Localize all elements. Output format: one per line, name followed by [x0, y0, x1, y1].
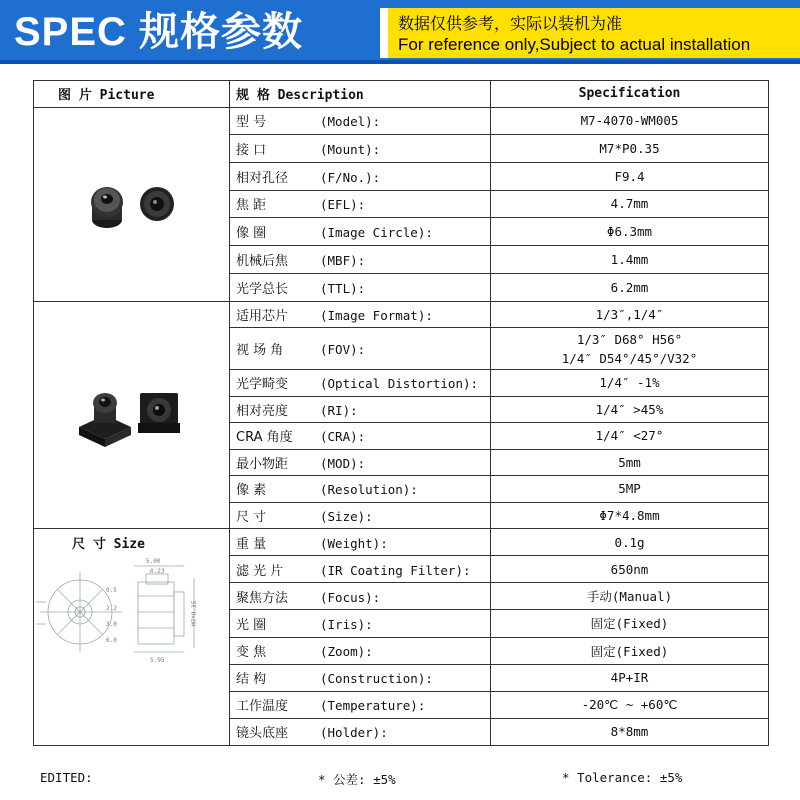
- row-en-label: (MOD):: [320, 455, 366, 471]
- row-value: 1/3″,1/4″: [491, 301, 769, 328]
- lens-holder-photo-cell: [34, 301, 230, 529]
- row-en-label: (Weight):: [320, 535, 388, 551]
- row-en-label: (F/No.):: [320, 169, 381, 185]
- dim-bottom-label: 5.95: [150, 657, 165, 664]
- row-cn-label: 重 量: [236, 536, 267, 552]
- table-header-row: [34, 81, 769, 108]
- row-value-line2: 1/4″ D54°/45°/V32°: [561, 350, 698, 366]
- row-value: 5MP: [491, 476, 769, 503]
- row-en-label: (Optical Distortion):: [320, 376, 479, 392]
- row-cn-label: 光学畸变: [236, 377, 289, 393]
- dim-c-label: 3.0: [106, 621, 117, 628]
- row-value: -20℃ ~ +60℃: [491, 691, 769, 718]
- row-en-label: (FOV):: [320, 342, 366, 357]
- lens-front-photo: [35, 108, 229, 298]
- row-en-label: (Focus):: [320, 589, 381, 605]
- row-value: 1/3″ D68° H56°: [576, 331, 683, 347]
- row-en-label: (Image Circle):: [320, 225, 433, 241]
- dim-d-label: 6.0: [106, 637, 117, 644]
- row-value: Φ7*4.8mm: [491, 502, 769, 529]
- row-cn-label: 聚焦方法: [236, 590, 289, 606]
- row-cn-label: 像 素: [236, 483, 267, 499]
- row-cn-label: 视 场 角: [236, 343, 284, 358]
- row-en-label: (IR Coating Filter):: [320, 562, 471, 578]
- lens-photo-cell: [34, 107, 230, 301]
- row-cn-label: 结 构: [236, 672, 267, 688]
- row-cn-label: 滤 光 片: [236, 563, 284, 579]
- row-value: 固定(Fixed): [491, 637, 769, 664]
- row-value: 1.4mm: [491, 246, 769, 274]
- row-value: 1/4″ >45%: [491, 396, 769, 423]
- row-cn-label: 尺 寸: [236, 509, 267, 525]
- row-value: M7*P0.35: [491, 135, 769, 163]
- dim-right-label: M7*0.35: [191, 600, 198, 626]
- row-cn-label: 接 口: [236, 143, 267, 159]
- header-specification: Specification: [491, 81, 769, 108]
- tolerance-cn: * 公差: ±5%: [318, 772, 396, 787]
- row-en-label: (Image Format):: [320, 307, 433, 323]
- row-value: 4P+IR: [491, 664, 769, 691]
- row-value: F9.4: [491, 162, 769, 190]
- dimension-drawing: [34, 552, 228, 742]
- disclaimer-en: For reference only,Subject to actual installation: [398, 35, 751, 54]
- row-cn-label: CRA 角度: [236, 430, 293, 446]
- row-en-label: (Holder):: [320, 725, 388, 741]
- row-value: Φ6.3mm: [491, 218, 769, 246]
- row-value: 0.1g: [491, 529, 769, 556]
- row-cn-label: 变 焦: [236, 645, 267, 661]
- disclaimer-cn: 数据仅供参考，实际以装机为准: [398, 14, 623, 33]
- row-en-label: (Zoom):: [320, 644, 373, 660]
- dim-b-label: 2.2: [106, 605, 117, 612]
- row-cn-label: 像 圈: [236, 226, 267, 242]
- tolerance-en: * Tolerance: ±5%: [562, 770, 683, 785]
- row-cn-label: 工作温度: [236, 699, 289, 715]
- row-en-label: (MBF):: [320, 252, 366, 268]
- table-row: [34, 529, 769, 556]
- row-en-label: (Mount):: [320, 142, 381, 158]
- table-row: [34, 107, 769, 135]
- row-cn-label: 型 号: [236, 115, 267, 131]
- row-en-label: (Temperature):: [320, 698, 426, 714]
- row-value: 650nm: [491, 556, 769, 583]
- row-en-label: (CRA):: [320, 429, 366, 445]
- row-value: 固定(Fixed): [491, 610, 769, 637]
- row-cn-label: 焦 距: [236, 198, 267, 214]
- row-cn-label: 光学总长: [236, 281, 289, 297]
- dimension-drawing-cell: [34, 529, 230, 746]
- row-en-label: (Size):: [320, 508, 373, 524]
- row-value: 8*8mm: [491, 718, 769, 745]
- row-value: 4.7mm: [491, 190, 769, 218]
- row-en-label: (Model):: [320, 114, 381, 130]
- disclaimer-box: [380, 8, 800, 58]
- row-value: 1/4″ <27°: [491, 423, 769, 450]
- row-en-label: (RI):: [320, 402, 358, 418]
- edited-label: EDITED:: [40, 770, 93, 785]
- table-row: [34, 301, 769, 328]
- header-description: 规 格 Description: [230, 81, 491, 108]
- row-cn-label: 机械后焦: [236, 253, 289, 269]
- row-cn-label: 相对孔径: [236, 170, 289, 186]
- row-en-label: (Construction):: [320, 671, 433, 687]
- dim-top2-label: 0.23: [150, 568, 165, 575]
- row-value: 手动(Manual): [491, 583, 769, 610]
- header-picture: 图 片 Picture: [34, 81, 230, 108]
- spec-table: [33, 80, 769, 746]
- row-value: M7-4070-WM005: [491, 107, 769, 135]
- header-underline: [0, 60, 800, 64]
- row-en-label: (Resolution):: [320, 482, 418, 498]
- dim-a-label: 0.5: [106, 587, 117, 594]
- row-en-label: (EFL):: [320, 197, 366, 213]
- row-value: 6.2mm: [491, 273, 769, 301]
- row-value: 1/4″ -1%: [491, 370, 769, 397]
- size-section-title: 尺 寸 Size: [72, 537, 145, 552]
- page-title: SPEC 规格参数: [14, 10, 304, 54]
- row-value: 5mm: [491, 449, 769, 476]
- dim-top-label: 5.00: [146, 558, 161, 565]
- row-en-label: (TTL):: [320, 280, 366, 296]
- row-en-label: (Iris):: [320, 616, 373, 632]
- row-cn-label: 最小物距: [236, 456, 289, 472]
- row-cn-label: 适用芯片: [236, 308, 289, 324]
- row-cn-label: 光 圈: [236, 617, 267, 633]
- row-cn-label: 相对亮度: [236, 403, 289, 419]
- row-cn-label: 镜头底座: [236, 726, 289, 742]
- lens-holder-photo: [35, 303, 229, 523]
